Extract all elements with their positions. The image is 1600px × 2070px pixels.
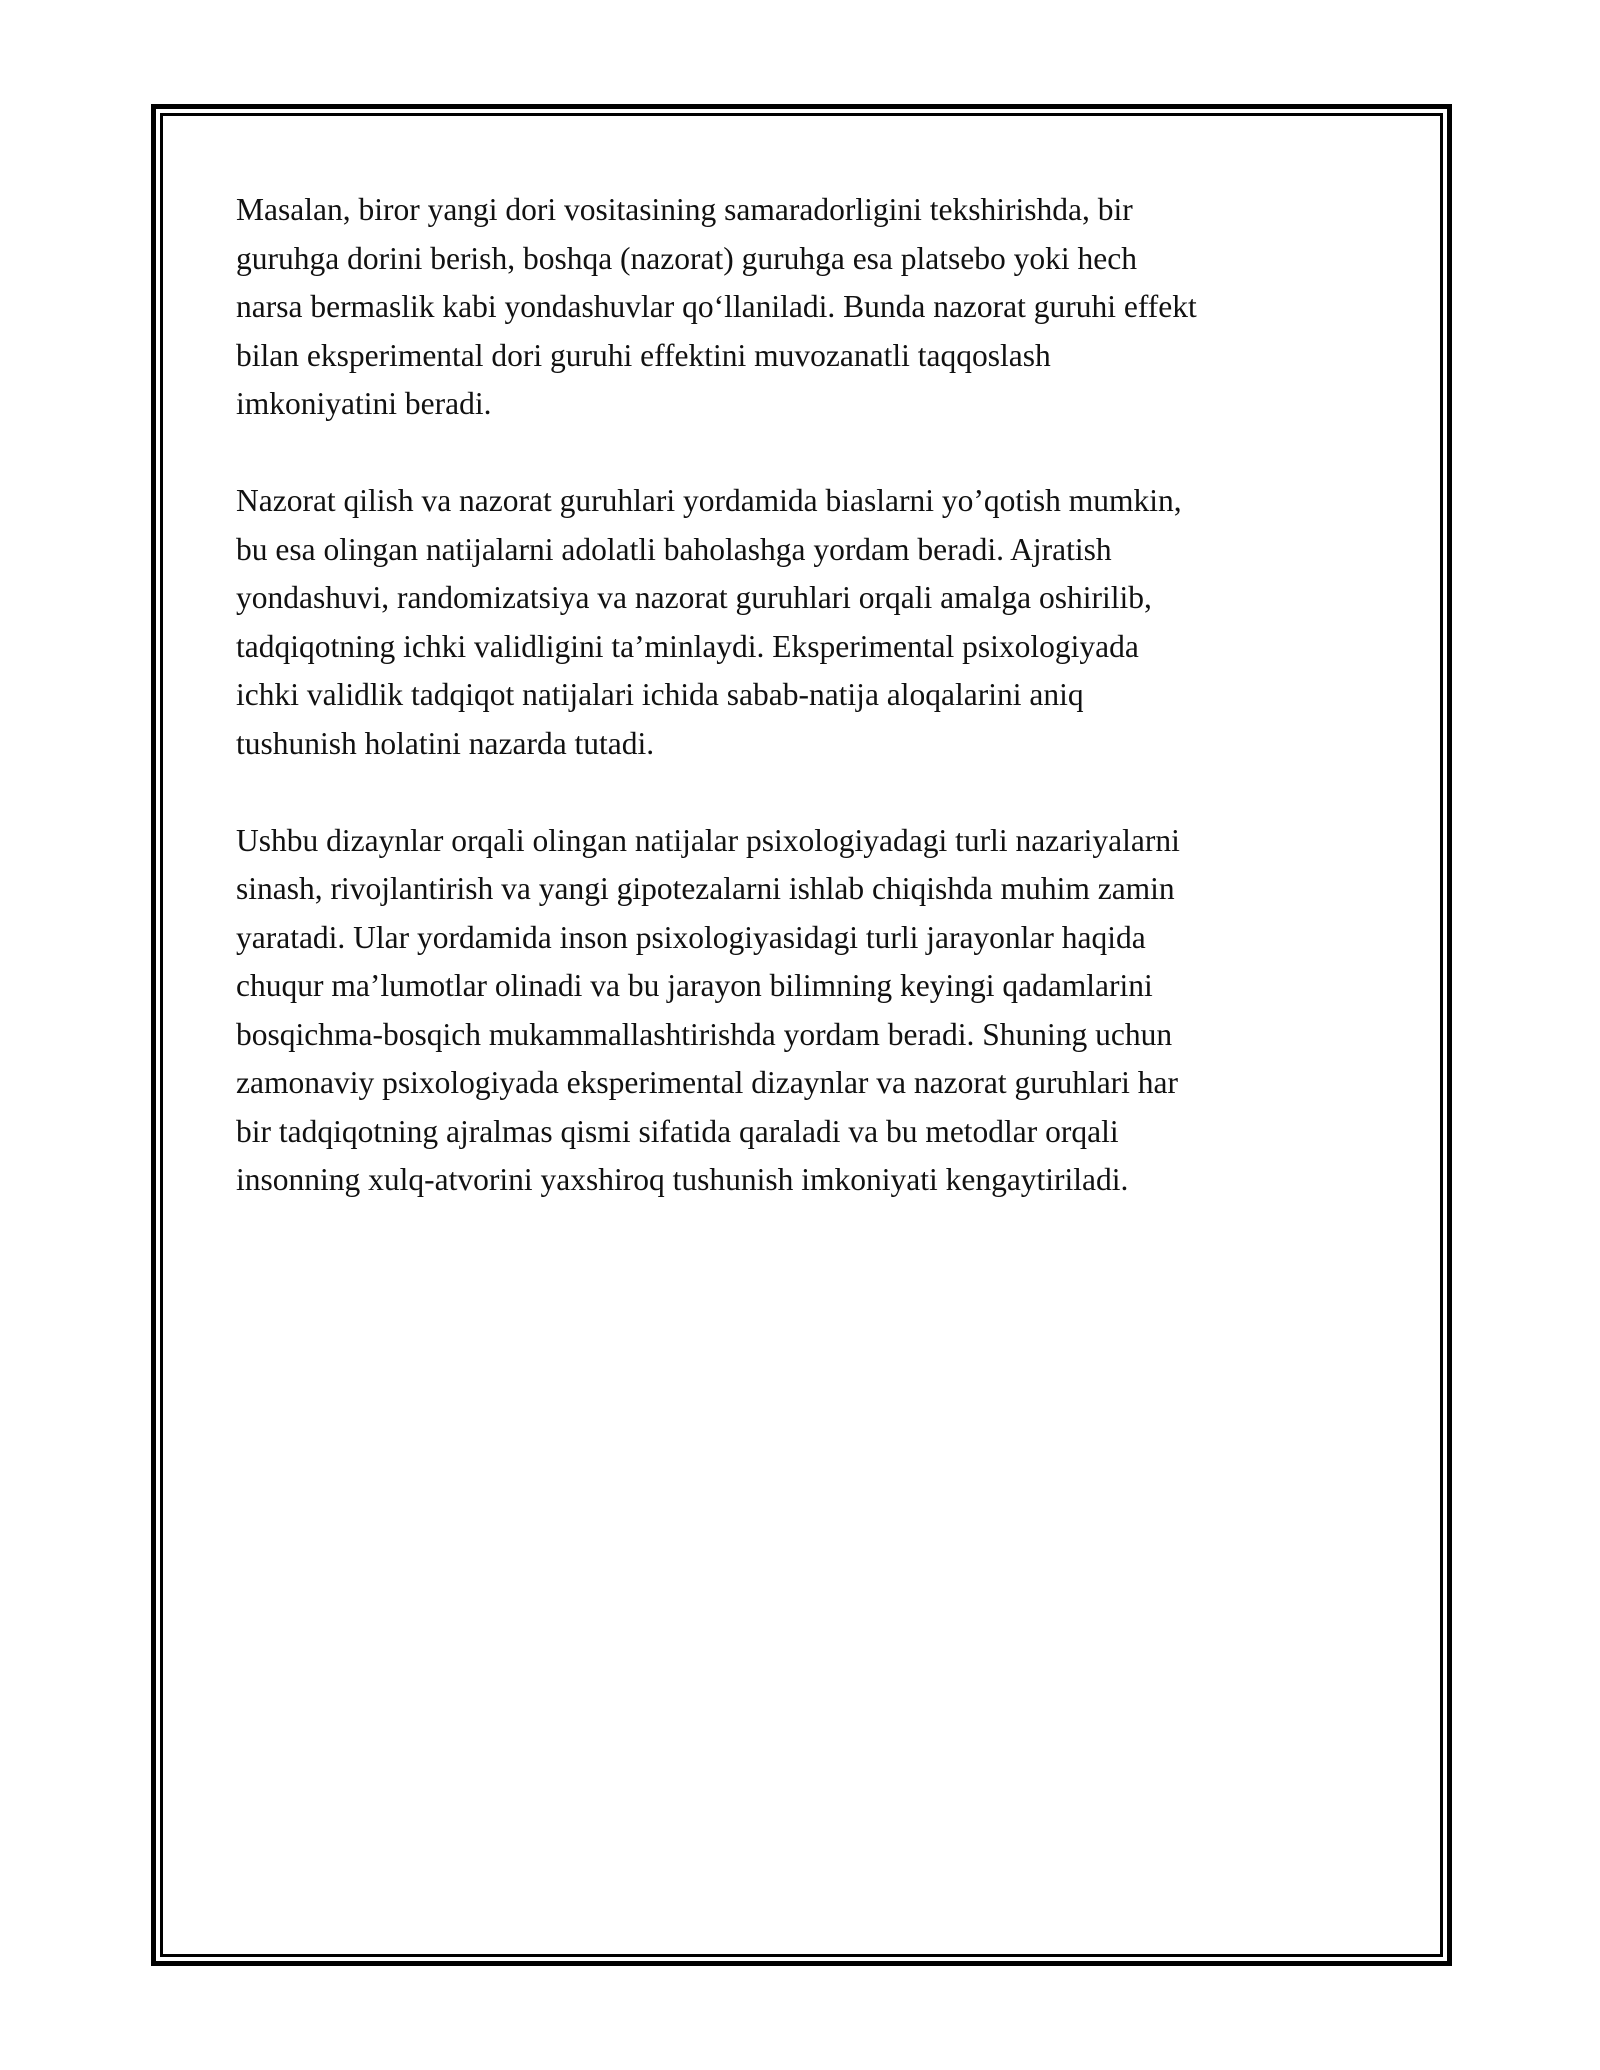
text-line: insonning xulq-atvorini yaxshiroq tushunish imkoniyati kengaytiriladi. xyxy=(236,1162,1129,1197)
text-line: ichki validlik tadqiqot natijalari ichida sabab-natija aloqalarini aniq xyxy=(236,677,1084,712)
text-line: bosqichma-bosqich mukammallashtirishda yordam beradi. Shuning uchun xyxy=(236,1016,1173,1052)
text-line: Ushbu dizaynlar orqali olingan natijalar psixologiyadagi turli nazariyalarni xyxy=(236,822,1180,858)
text-line: sinash, rivojlantirish va yangi gipotezalarni ishlab chiqishda muhim zamin xyxy=(236,871,1175,906)
text-line: bir tadqiqotning ajralmas qismi sifatida qaraladi va bu metodlar orqali xyxy=(236,1113,1119,1149)
text-line: Nazorat qilish va nazorat guruhlari yordamida biaslarni yo’qotish mumkin, xyxy=(236,483,1182,518)
text-line: Masalan, biror yangi dori vositasining samaradorligini tekshirishda, bir xyxy=(236,192,1133,227)
paragraph-1 xyxy=(236,186,1406,429)
paragraph-3 xyxy=(236,817,1406,1205)
text-line: zamonaviy psixologiyada eksperimental dizaynlar va nazorat guruhlari har xyxy=(236,1065,1179,1100)
document-body xyxy=(236,186,1406,1205)
text-line: chuqur ma’lumotlar olinadi va bu jarayon bilimning keyingi qadamlarini xyxy=(236,968,1153,1003)
text-line: tadqiqotning ichki validligini ta’minlaydi. Eksperimental psixologiyada xyxy=(236,628,1139,664)
text-line: guruhga dorini berish, boshqa (nazorat) guruhga esa platsebo yoki hech xyxy=(236,240,1137,276)
text-line: bilan eksperimental dori guruhi effektini muvozanatli taqqoslash xyxy=(236,337,1051,373)
text-line: yondashuvi, randomizatsiya va nazorat guruhlari orqali amalga oshirilib, xyxy=(236,580,1152,615)
text-line: yaratadi. Ular yordamida inson psixologiyasidagi turli jarayonlar haqida xyxy=(236,919,1146,955)
text-line: narsa bermaslik kabi yondashuvlar qo‘llaniladi. Bunda nazorat guruhi effekt xyxy=(236,289,1197,324)
text-line: bu esa olingan natijalarni adolatli baholashga yordam beradi. Ajratish xyxy=(236,531,1112,567)
paragraph-2 xyxy=(236,477,1406,768)
text-line: imkoniyatini beradi. xyxy=(236,386,492,421)
text-line: tushunish holatini nazarda tutadi. xyxy=(236,725,655,761)
